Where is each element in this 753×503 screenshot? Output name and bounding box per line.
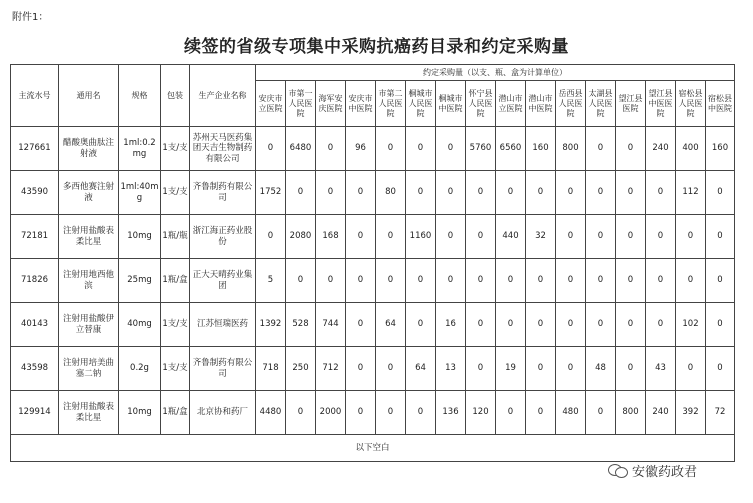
spec-cell: 25mg [119,259,161,303]
serial-cell: 127661 [11,127,59,171]
volume-cell: 0 [346,171,376,215]
volume-cell: 0 [346,391,376,435]
volume-cell: 744 [316,303,346,347]
header-package: 包装 [161,65,190,127]
volume-cell: 0 [406,171,436,215]
header-manufacturer: 生产企业名称 [190,65,256,127]
volume-cell: 0 [526,171,556,215]
volume-cell: 0 [706,303,735,347]
generic-name-cell: 醋酸奥曲肽注射液 [59,127,119,171]
volume-cell: 0 [646,215,676,259]
table-row [11,303,735,347]
volume-cell: 0 [706,171,735,215]
table-row [11,127,735,171]
volume-cell: 0 [616,127,646,171]
volume-cell: 0 [316,127,346,171]
volume-cell: 240 [646,391,676,435]
manufacturer-cell: 北京协和药厂 [190,391,256,435]
volume-cell: 1160 [406,215,436,259]
serial-cell: 129914 [11,391,59,435]
header-center: 宿松县人民医院 [676,81,706,127]
volume-cell: 0 [616,303,646,347]
volume-cell: 240 [646,127,676,171]
header-center: 岳西县人民医院 [556,81,586,127]
volume-cell: 800 [556,127,586,171]
page-title: 续签的省级专项集中采购抗癌药目录和约定采购量 [184,37,569,57]
volume-cell: 0 [436,171,466,215]
table-row [11,347,735,391]
generic-name-cell: 多西他赛注射液 [59,171,119,215]
header-center: 怀宁县人民医院 [466,81,496,127]
header-center: 桐城市中医院 [436,81,466,127]
spec-cell: 10mg [119,215,161,259]
volume-cell: 0 [376,127,406,171]
header-generic-name: 通用名 [59,65,119,127]
serial-cell: 43598 [11,347,59,391]
volume-cell: 0 [406,303,436,347]
volume-cell: 0 [556,303,586,347]
volume-cell: 6560 [496,127,526,171]
header-center: 市第二人民医院 [376,81,406,127]
package-cell: 1瓶/盒 [161,259,190,303]
volume-cell: 0 [376,215,406,259]
volume-cell: 0 [646,259,676,303]
volume-cell: 718 [256,347,286,391]
volume-cell: 0 [406,391,436,435]
volume-cell: 0 [346,215,376,259]
volume-cell: 0 [496,303,526,347]
volume-cell: 2080 [286,215,316,259]
volume-cell: 0 [526,303,556,347]
volume-cell: 0 [616,259,646,303]
volume-cell: 0 [586,127,616,171]
volume-cell: 0 [436,259,466,303]
volume-cell: 32 [526,215,556,259]
procurement-table [10,64,735,462]
volume-cell: 0 [676,215,706,259]
header-spec: 规格 [119,65,161,127]
wechat-icon [608,462,628,478]
volume-cell: 64 [406,347,436,391]
volume-cell: 80 [376,171,406,215]
volume-cell: 5760 [466,127,496,171]
attachment-label: 附件1： [12,12,49,23]
volume-cell: 13 [436,347,466,391]
volume-cell: 0 [556,259,586,303]
volume-cell: 0 [706,347,735,391]
table-row [11,171,735,215]
volume-cell: 0 [436,215,466,259]
table-row [11,391,735,435]
volume-cell: 2000 [316,391,346,435]
volume-cell: 0 [556,215,586,259]
spec-cell: 10mg [119,391,161,435]
table-row [11,259,735,303]
volume-cell: 0 [406,259,436,303]
watermark-text: 安徽药政君 [632,464,698,480]
volume-cell: 0 [646,303,676,347]
manufacturer-cell: 浙江海正药业股份 [190,215,256,259]
package-cell: 1瓶/瓶 [161,215,190,259]
volume-cell: 0 [496,259,526,303]
volume-cell: 0 [586,391,616,435]
volume-cell: 6480 [286,127,316,171]
header-center: 安庆市立医院 [256,81,286,127]
volume-cell: 168 [316,215,346,259]
volume-cell: 0 [526,391,556,435]
volume-cell: 136 [436,391,466,435]
package-cell: 1支/支 [161,171,190,215]
manufacturer-cell: 苏州天马医药集团天吉生物制药有限公司 [190,127,256,171]
volume-cell: 0 [586,171,616,215]
header-center: 太湖县人民医院 [586,81,616,127]
header-center: 桐城市人民医院 [406,81,436,127]
volume-cell: 0 [376,347,406,391]
volume-cell: 0 [616,171,646,215]
volume-cell: 800 [616,391,646,435]
watermark [608,458,748,482]
manufacturer-cell: 正大天晴药业集团 [190,259,256,303]
manufacturer-cell: 齐鲁制药有限公司 [190,347,256,391]
volume-cell: 0 [436,127,466,171]
header-center: 安庆市中医院 [346,81,376,127]
header-center: 海军安庆医院 [316,81,346,127]
volume-cell: 440 [496,215,526,259]
volume-cell: 0 [526,259,556,303]
serial-cell: 40143 [11,303,59,347]
header-center: 望江县中医医院 [646,81,676,127]
volume-cell: 0 [706,259,735,303]
spec-cell: 1ml:0.2mg [119,127,161,171]
volume-cell: 712 [316,347,346,391]
volume-cell: 0 [556,171,586,215]
volume-cell: 19 [496,347,526,391]
volume-cell: 0 [286,171,316,215]
volume-cell: 0 [466,171,496,215]
volume-cell: 0 [286,391,316,435]
table-row [11,215,735,259]
package-cell: 1瓶/盒 [161,391,190,435]
volume-cell: 4480 [256,391,286,435]
volume-cell: 0 [616,347,646,391]
volume-cell: 0 [586,303,616,347]
volume-cell: 0 [376,259,406,303]
volume-cell: 0 [496,391,526,435]
generic-name-cell: 注射用盐酸表柔比星 [59,215,119,259]
footer-note: 以下空白 [11,435,735,462]
volume-cell: 0 [256,215,286,259]
volume-cell: 1752 [256,171,286,215]
volume-cell: 72 [706,391,735,435]
volume-cell: 0 [346,347,376,391]
volume-cell: 0 [466,259,496,303]
volume-cell: 0 [316,259,346,303]
manufacturer-cell: 齐鲁制药有限公司 [190,171,256,215]
spec-cell: 0.2g [119,347,161,391]
header-serial: 主流水号 [11,65,59,127]
volume-cell: 250 [286,347,316,391]
volume-cell: 400 [676,127,706,171]
serial-cell: 43590 [11,171,59,215]
volume-cell: 528 [286,303,316,347]
serial-cell: 71826 [11,259,59,303]
volume-cell: 48 [586,347,616,391]
volume-cell: 1392 [256,303,286,347]
volume-cell: 0 [646,171,676,215]
volume-cell: 96 [346,127,376,171]
volume-cell: 0 [406,127,436,171]
spec-cell: 40mg [119,303,161,347]
package-cell: 1支/支 [161,127,190,171]
header-center: 市第一人民医院 [286,81,316,127]
volume-cell: 5 [256,259,286,303]
volume-cell: 112 [676,171,706,215]
volume-cell: 160 [526,127,556,171]
volume-cell: 0 [586,215,616,259]
volume-cell: 0 [286,259,316,303]
spec-cell: 1ml:40mg [119,171,161,215]
volume-cell: 0 [676,259,706,303]
volume-cell: 43 [646,347,676,391]
volume-cell: 64 [376,303,406,347]
volume-cell: 0 [316,171,346,215]
volume-cell: 0 [466,303,496,347]
serial-cell: 72181 [11,215,59,259]
header-center: 宿松县中医院 [706,81,735,127]
header-center: 望江县医院 [616,81,646,127]
volume-cell: 0 [586,259,616,303]
volume-cell: 120 [466,391,496,435]
package-cell: 1支/支 [161,303,190,347]
manufacturer-cell: 江苏恒瑞医药 [190,303,256,347]
header-center: 潜山市立医院 [496,81,526,127]
volume-cell: 392 [676,391,706,435]
volume-cell: 0 [466,347,496,391]
package-cell: 1支/支 [161,347,190,391]
volume-cell: 0 [496,171,526,215]
volume-cell: 0 [376,391,406,435]
header-center: 潜山市中医院 [526,81,556,127]
volume-cell: 0 [346,259,376,303]
header-agreed-volume: 约定采购量（以支、瓶、盒为计算单位） [256,65,735,81]
generic-name-cell: 注射用盐酸表柔比星 [59,391,119,435]
volume-cell: 0 [346,303,376,347]
volume-cell: 0 [616,215,646,259]
volume-cell: 0 [676,347,706,391]
volume-cell: 102 [676,303,706,347]
volume-cell: 16 [436,303,466,347]
volume-cell: 0 [256,127,286,171]
volume-cell: 480 [556,391,586,435]
volume-cell: 160 [706,127,735,171]
generic-name-cell: 注射用培美曲塞二钠 [59,347,119,391]
generic-name-cell: 注射用地西他滨 [59,259,119,303]
volume-cell: 0 [526,347,556,391]
volume-cell: 0 [706,215,735,259]
volume-cell: 0 [556,347,586,391]
generic-name-cell: 注射用盐酸伊立替康 [59,303,119,347]
volume-cell: 0 [466,215,496,259]
